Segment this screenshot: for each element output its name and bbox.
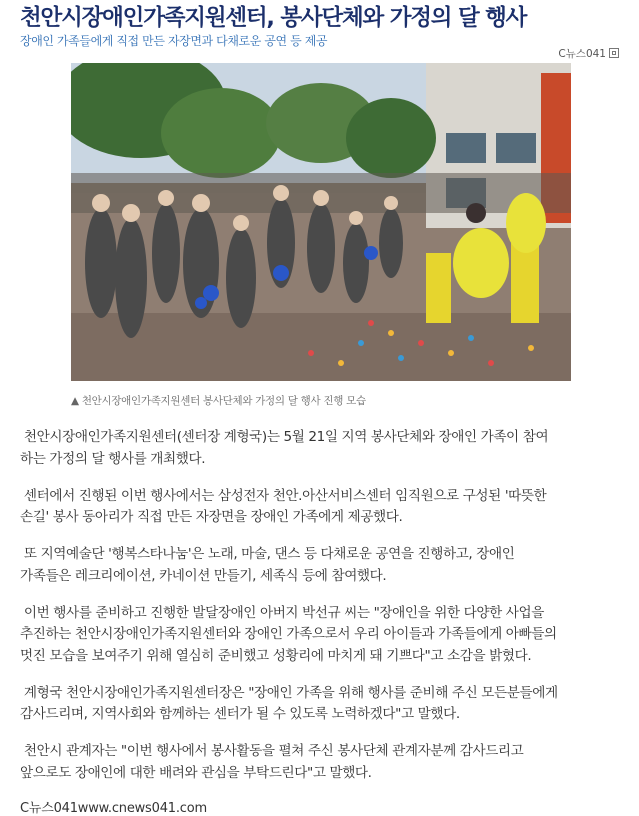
article-paragraph (20, 741, 620, 784)
paragraph-line: 멋진 모습을 보여주기 위해 열심히 준비했고 성황리에 마치게 돼 기쁘다"고 소감을 밝혔다. (20, 647, 532, 664)
paragraph-line: 추진하는 천안시장애인가족지원센터와 장애인 가족으로서 우리 아이들과 가족들에게 아빠들의 (20, 626, 557, 642)
paragraph-line: 앞으로도 장애인에 대한 배려와 관심을 부탁드린다"고 말했다. (20, 764, 372, 781)
paragraph-line: 손길' 봉사 동아리가 직접 만든 자장면을 장애인 가족에게 제공했다. (20, 509, 403, 525)
paragraph-line: 센터에서 진행된 이번 행사에서는 삼성전자 천안.아산서비스센터 임직원으로 구성된 '따뜻한 (20, 487, 547, 504)
article-headline: 천안시장애인가족지원센터, 봉사단체와 가정의 달 행사 (20, 5, 527, 31)
article-paragraph (20, 427, 620, 470)
footer-source: C뉴스041www.cnews041.com (20, 801, 207, 816)
paragraph-line: 계형국 천안시장애인가족지원센터장은 "장애인 가족을 위해 행사를 준비해 주신 모든분들에게 (20, 684, 558, 701)
paragraph-line: 하는 가정의 달 행사를 개최했다. (20, 450, 206, 467)
article-paragraph (20, 683, 620, 726)
paragraph-line: 이번 행사를 준비하고 진행한 발달장애인 아버지 박선규 씨는 "장애인을 위한 다양한 사업을 (20, 604, 544, 621)
paragraph-line: 감사드리며, 지역사회와 함께하는 센터가 될 수 있도록 노력하겠다"고 말했다. (20, 706, 460, 722)
paragraph-line: 또 지역예술단 '행복스타나눔'은 노래, 마술, 댄스 등 다채로운 공연을 진행하고, 장애인 (20, 546, 515, 562)
paragraph-line: 천안시 관계자는 "이번 행사에서 봉사활동을 펼쳐 주신 봉사단체 관계자분께 감사드리고 (20, 743, 524, 759)
article-photo (71, 63, 571, 381)
source-label: C뉴스041 (558, 47, 606, 60)
paragraph-line: 가족들은 레크리에이션, 카네이션 만들기, 세족식 등에 참여했다. (20, 567, 387, 584)
photo-caption: ▲ 천안시장애인가족지원센터 봉사단체와 가정의 달 행사 진행 모습 (71, 395, 366, 407)
source-box-icon (609, 48, 619, 58)
article-paragraph (20, 486, 620, 529)
article-paragraph (20, 603, 620, 668)
article-paragraph (20, 544, 620, 587)
source-tag (558, 46, 619, 60)
article-subheadline: 장애인 가족들에게 직접 만든 자장면과 다채로운 공연 등 제공 (20, 34, 328, 48)
article-body (20, 427, 620, 800)
paragraph-line: 천안시장애인가족지원센터(센터장 계형국)는 5월 21일 지역 봉사단체와 장애인 가족이 참여 (20, 429, 549, 445)
